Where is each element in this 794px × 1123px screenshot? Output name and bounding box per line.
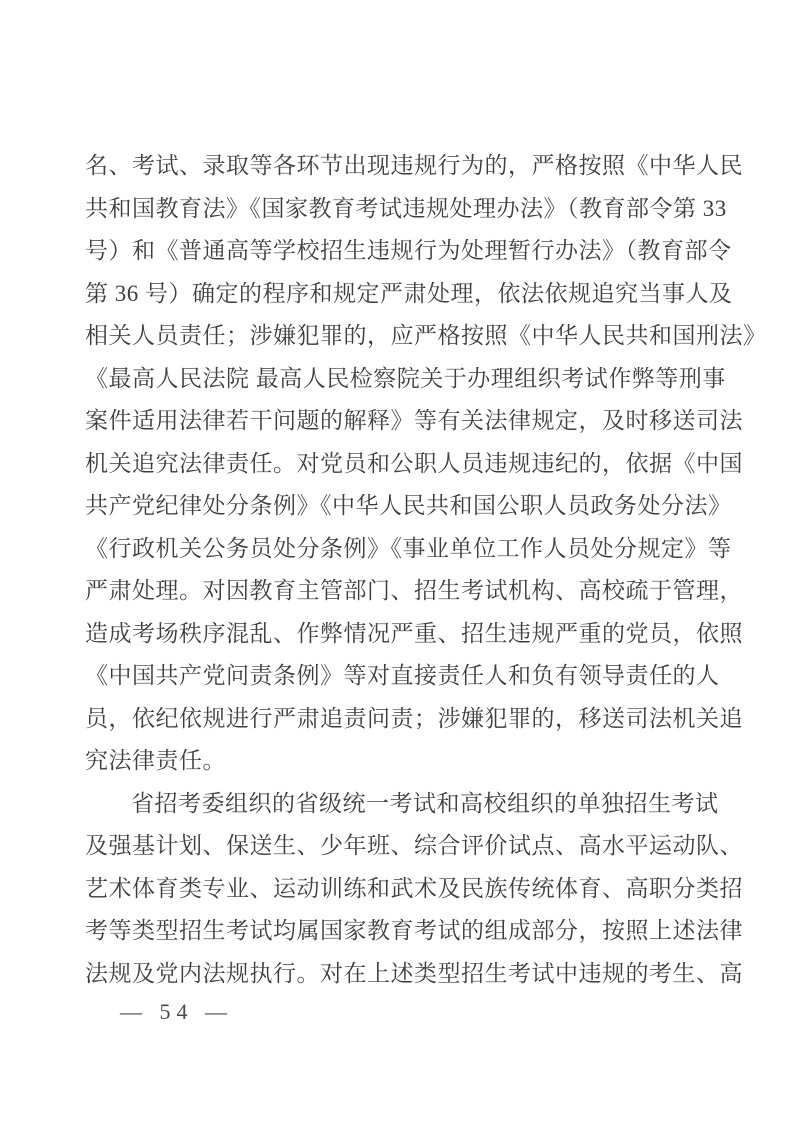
body-text-line: 艺术体育类专业、运动训练和武术及民族传统体育、高职分类招 xyxy=(85,875,743,901)
body-text-line: 号）和《普通高等学校招生违规行为处理暂行办法》（教育部令 xyxy=(85,238,732,263)
body-text-line: 考等类型招生考试均属国家教育考试的组成部分，按照上述法律 xyxy=(85,918,743,943)
body-text-block xyxy=(85,145,767,995)
paragraph-1 xyxy=(85,145,767,783)
body-text-line: 第 36 号）确定的程序和规定严肃处理，依法依规追究当事人及 xyxy=(85,280,733,306)
body-text-line: 机关追究法律责任。对党员和公职人员违规违纪的，依据《中国 xyxy=(85,450,743,476)
body-text-line: 《最高人民法院 最高人民检察院关于办理组织考试作弊等刑事 xyxy=(85,365,726,391)
body-text-line: 相关人员责任；涉嫌犯罪的，应严格按照《中华人民共和国刑法》 xyxy=(85,323,767,348)
body-text-line: 名、考试、录取等各环节出现违规行为的，严格按照《中华人民 xyxy=(85,153,743,178)
body-text-line: 《中国共产党问责条例》等对直接责任人和负有领导责任的人 xyxy=(85,663,720,688)
body-text-line: 造成考场秩序混乱、作弊情况严重、招生违规严重的党员，依照 xyxy=(85,620,743,646)
page-number: — 54 — xyxy=(120,999,233,1024)
body-text-line: 共产党纪律处分条例》《中华人民共和国公职人员政务处分法》 xyxy=(85,493,732,518)
body-text-line: 严肃处理。对因教育主管部门、招生考试机构、高校疏于管理， xyxy=(85,578,743,603)
paragraph-2 xyxy=(85,783,743,996)
body-text-line: 法规及党内法规执行。对在上述类型招生考试中违规的考生、高 xyxy=(85,960,743,986)
body-text-line: 究法律责任。 xyxy=(85,748,226,773)
body-text-line: 员，依纪依规进行严肃追责问责；涉嫌犯罪的，移送司法机关追 xyxy=(85,705,743,731)
body-text-line: 共和国教育法》《国家教育考试违规处理办法》（教育部令第 33 xyxy=(85,195,727,221)
body-text-line: 《行政机关公务员处分条例》《事业单位工作人员处分规定》等 xyxy=(85,535,732,561)
body-text-line: 省招考委组织的省级统一考试和高校组织的单独招生考试 xyxy=(131,790,719,816)
body-text-line: 案件适用法律若干问题的解释》等有关法律规定，及时移送司法 xyxy=(85,408,743,433)
body-text-line: 及强基计划、保送生、少年班、综合评价试点、高水平运动队、 xyxy=(85,833,743,858)
